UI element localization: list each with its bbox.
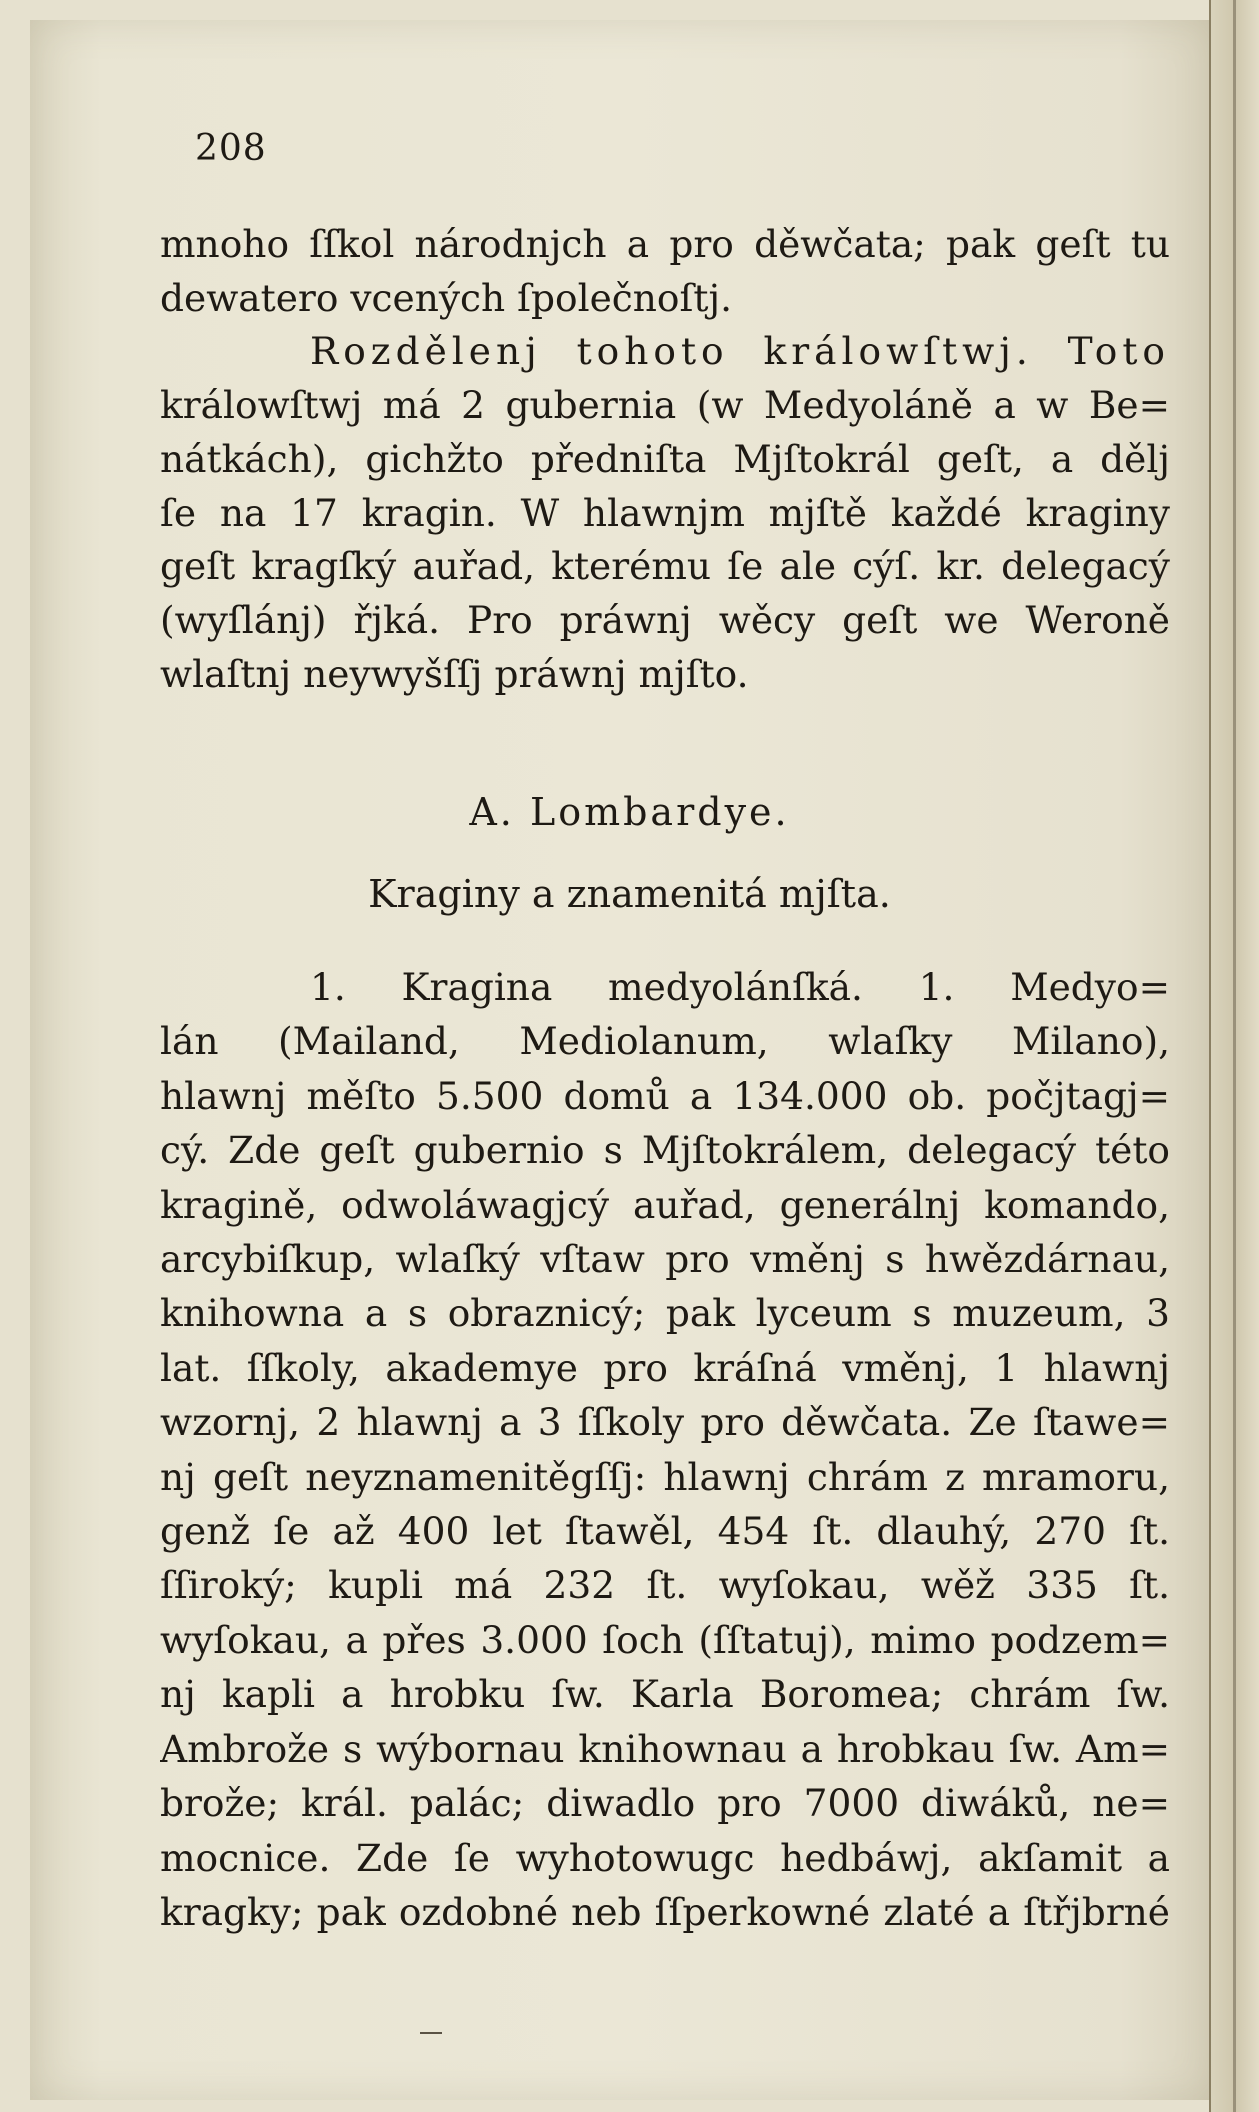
text-line: Rozdělenj tohoto králowſtwj. Toto	[310, 329, 1170, 374]
page-number: 208	[195, 128, 267, 169]
text-line: lán (Mailand, Mediolanum, wlaſky Milano),	[160, 1019, 1170, 1064]
text-line: brože; král. palác; diwadlo pro 7000 diwáků, ne=	[160, 1781, 1170, 1826]
text-line: lat. ſſkoly, akademye pro kráſná vměnj, 1 hlawnj	[160, 1345, 1170, 1390]
text-line: hlawnj měſto 5.500 domů a 134.000 ob. počjtagj=	[160, 1073, 1170, 1118]
text-line: 1. Kragina medyolánſká. 1. Medyo=	[310, 965, 1170, 1009]
text-line: mnoho ſſkol národnjch a pro děwčata; pak geſt tu	[160, 222, 1170, 266]
text-line: cý. Zde geſt gubernio s Mjſtokrálem, delegacý této	[160, 1128, 1170, 1173]
text-line: ſe na 17 kragin. W hlawnjm mjſtě každé kraginy	[160, 490, 1170, 535]
text-line: nj geſt neyznamenitěgſſj: hlawnj chrám z mramoru,	[160, 1454, 1170, 1499]
text-line: wzornj, 2 hlawnj a 3 ſſkoly pro děwčata. Ze ſtawe=	[160, 1400, 1170, 1445]
text-line: králowſtwj má 2 gubernia (w Medyoláně a w Be=	[160, 383, 1170, 428]
footer-dash	[420, 2032, 442, 2034]
text-line: ſſiroký; kupli má 232 ſt. wyſokau, wěž 335 ſt.	[160, 1563, 1170, 1608]
text-line: kragky; pak ozdobné neb ſſperkowné zlaté a ſtřjbrné	[160, 1889, 1170, 1934]
text-line: Ambrože s wýbornau knihownau a hrobkau ſw. Am=	[160, 1726, 1170, 1771]
subsection-heading: Kraginy a znamenitá mjſta.	[368, 872, 891, 916]
text-line: wlaſtnj neywyšſſj práwnj mjſto.	[160, 651, 749, 696]
text-line: knihowna a s obraznicý; pak lyceum s muzeum, 3	[160, 1291, 1170, 1336]
page-binding-edge	[1209, 0, 1259, 2112]
text-line: geſt kragſký auřad, kterému ſe ale cýſ. kr. delegacý	[160, 544, 1170, 589]
text-line: nj kapli a hrobku ſw. Karla Boromea; chrám ſw.	[160, 1672, 1170, 1717]
text-line: (wyſlánj) řjká. Pro práwnj wěcy geſt we Weroně	[160, 597, 1170, 642]
paragraph-milan	[160, 960, 1170, 1939]
text-line: kragině, odwoláwagjcý auřad, generálnj komando,	[160, 1182, 1170, 1227]
text-line: genž ſe až 400 let ſtawěl, 454 ſt. dlauhý, 270 ſt.	[160, 1509, 1170, 1554]
section-heading: A. Lombardye.	[469, 790, 790, 834]
text-line: wyſokau, a přes 3.000 ſoch (ſſtatuj), mimo podzem=	[160, 1617, 1170, 1662]
text-line: mocnice. Zde ſe wyhotowugc hedbáwj, akſamit a	[160, 1835, 1170, 1880]
paragraph-schools	[160, 218, 1170, 701]
text-line: nátkách), gichžto předniſta Mjſtokrál geſt, a dělj	[160, 436, 1170, 481]
text-line: dewatero vcených ſpolečnoſtj.	[160, 275, 733, 320]
text-line: arcybiſkup, wlaſký vſtaw pro vměnj s hwězdárnau,	[160, 1237, 1170, 1282]
